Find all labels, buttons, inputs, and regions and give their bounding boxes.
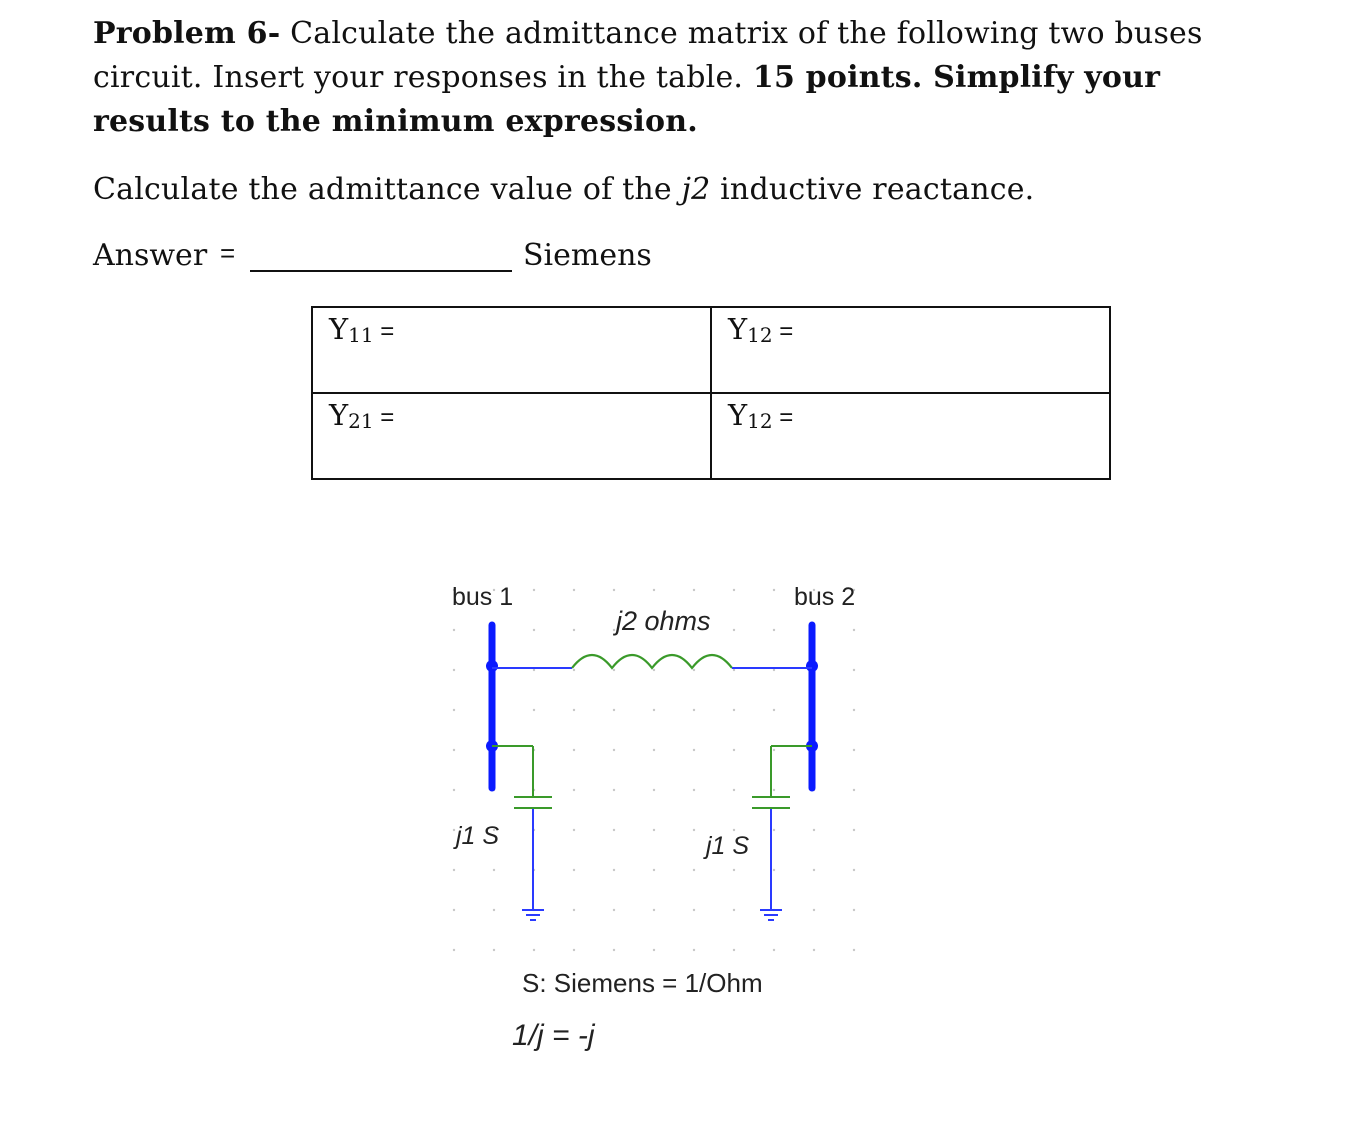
grid-dot: [613, 629, 615, 631]
grid-dot: [693, 829, 695, 831]
grid-dot: [613, 909, 615, 911]
grid-dot: [733, 669, 735, 671]
problem-points: 15 points. Simplify your results to the minimum expression.: [93, 60, 1161, 139]
grid-dot: [813, 909, 815, 911]
grid-dot: [853, 829, 855, 831]
grid-dot: [453, 629, 455, 631]
grid-dot: [533, 629, 535, 631]
grid-dot: [853, 709, 855, 711]
cell-y21[interactable]: $Y_{21}$ =: [312, 393, 711, 479]
grid-dot: [533, 949, 535, 951]
grid-dot: [853, 909, 855, 911]
grid-dot: [693, 589, 695, 591]
bus2-label: bus 2: [794, 583, 856, 611]
note-siemens: S: Siemens = 1/Ohm: [522, 968, 763, 998]
grid-dot: [653, 789, 655, 791]
grid-dot: [693, 709, 695, 711]
bus1-bar: [486, 625, 498, 788]
grid-dot: [773, 629, 775, 631]
problem-text: Calculate the admittance matrix of the following two buses circuit. Insert your responses in the table.: [93, 16, 1203, 95]
grid-dot: [573, 789, 575, 791]
grid-dot: [733, 949, 735, 951]
grid-dot: [573, 909, 575, 911]
grid-dot: [613, 869, 615, 871]
grid-dot: [573, 709, 575, 711]
line-inductor: [492, 655, 812, 668]
cap1-label: j1 S: [456, 822, 500, 850]
grid-dot: [573, 829, 575, 831]
answer-unit: Siemens: [523, 238, 652, 273]
grid-dot: [453, 669, 455, 671]
grid-dot: [693, 789, 695, 791]
note-j: 1/j = -j: [512, 1019, 595, 1052]
grid-dot: [613, 709, 615, 711]
grid-dot: [653, 949, 655, 951]
question-var: j2: [681, 172, 711, 207]
grid-dot: [613, 749, 615, 751]
grid-dot: [613, 669, 615, 671]
grid-dot: [773, 949, 775, 951]
grid-dot: [653, 749, 655, 751]
grid-dot: [453, 829, 455, 831]
grid-dot: [733, 589, 735, 591]
grid-dot: [733, 909, 735, 911]
grid-dot: [573, 949, 575, 951]
grid-dot: [813, 869, 815, 871]
grid-dot: [653, 829, 655, 831]
grid-dot: [453, 909, 455, 911]
bus1-label: bus 1: [452, 583, 514, 611]
grid-dots: [453, 589, 855, 951]
cell-y11[interactable]: $Y_{11}$ =: [312, 307, 711, 393]
grid-dot: [853, 869, 855, 871]
grid-dot: [493, 949, 495, 951]
grid-dot: [493, 909, 495, 911]
grid-dot: [733, 709, 735, 711]
cell-y12-bottom[interactable]: $Y_{12}$ =: [711, 393, 1110, 479]
grid-dot: [453, 789, 455, 791]
grid-dot: [853, 789, 855, 791]
grid-dot: [773, 709, 775, 711]
grid-dot: [653, 869, 655, 871]
grid-dot: [773, 589, 775, 591]
grid-dot: [773, 869, 775, 871]
grid-dot: [853, 629, 855, 631]
shunt-capacitor-bus1: [492, 746, 552, 920]
question-prefix: Calculate the admittance value of the: [93, 172, 682, 207]
grid-dot: [453, 949, 455, 951]
question-suffix: inductive reactance.: [710, 172, 1035, 207]
grid-dot: [853, 749, 855, 751]
bus2-bar: [806, 625, 818, 788]
grid-dot: [853, 949, 855, 951]
question-statement: [93, 168, 1273, 212]
grid-dot: [773, 749, 775, 751]
grid-dot: [493, 869, 495, 871]
problem-statement: [93, 12, 1273, 144]
grid-dot: [693, 949, 695, 951]
grid-dot: [653, 589, 655, 591]
admittance-table: [311, 306, 1111, 480]
grid-dot: [733, 829, 735, 831]
grid-dot: [453, 869, 455, 871]
grid-dot: [693, 869, 695, 871]
cell-y12-top[interactable]: $Y_{12}$ =: [711, 307, 1110, 393]
grid-dot: [813, 829, 815, 831]
grid-dot: [733, 629, 735, 631]
inductor-label: j2 ohms: [616, 606, 711, 636]
grid-dot: [733, 789, 735, 791]
grid-dot: [653, 709, 655, 711]
grid-dot: [693, 669, 695, 671]
grid-dot: [453, 749, 455, 751]
grid-dot: [733, 749, 735, 751]
grid-dot: [773, 829, 775, 831]
grid-dot: [613, 789, 615, 791]
grid-dot: [573, 589, 575, 591]
answer-equals: =: [220, 238, 236, 268]
grid-dot: [533, 589, 535, 591]
grid-dot: [613, 829, 615, 831]
grid-dot: [773, 669, 775, 671]
grid-dot: [573, 629, 575, 631]
grid-dot: [853, 669, 855, 671]
grid-dot: [533, 709, 535, 711]
grid-dot: [653, 909, 655, 911]
grid-dot: [653, 669, 655, 671]
problem-label: Problem 6-: [93, 16, 281, 51]
circuit-diagram: [440, 570, 880, 1070]
grid-dot: [733, 869, 735, 871]
answer-blank[interactable]: [250, 270, 512, 272]
grid-dot: [453, 709, 455, 711]
shunt-capacitor-bus2: [752, 746, 812, 920]
grid-dot: [773, 789, 775, 791]
grid-dot: [533, 669, 535, 671]
grid-dot: [613, 589, 615, 591]
grid-dot: [613, 949, 615, 951]
grid-dot: [693, 909, 695, 911]
grid-dot: [573, 669, 575, 671]
grid-dot: [573, 869, 575, 871]
cap2-label: j1 S: [706, 832, 750, 860]
grid-dot: [573, 749, 575, 751]
answer-label: Answer: [93, 238, 208, 273]
answer-row: [93, 238, 693, 282]
grid-dot: [693, 749, 695, 751]
grid-dot: [813, 949, 815, 951]
